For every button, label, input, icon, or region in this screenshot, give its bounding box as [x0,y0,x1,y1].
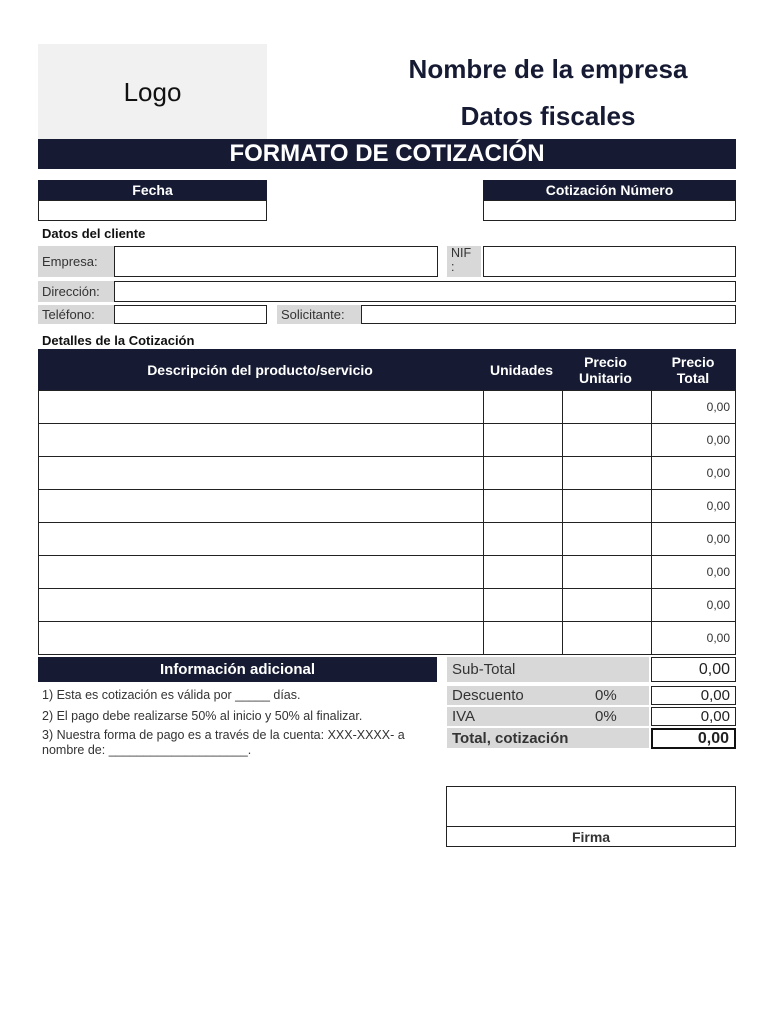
unit-price-cell[interactable] [563,523,652,556]
note-1: 1) Esta es cotización es válida por _____ días. [42,688,301,702]
client-section-title: Datos del cliente [42,226,146,241]
iva-label: IVA [452,708,476,725]
total-value: 0,00 [651,728,736,749]
units-cell[interactable] [484,556,563,589]
unit-price-cell[interactable] [563,391,652,424]
table-row [39,490,736,523]
table-row [39,391,736,424]
unit-price-cell[interactable] [563,457,652,490]
date-header: Fecha [38,180,267,200]
discount-label: Descuento [452,687,524,704]
signature-box[interactable] [446,786,736,827]
total-price-cell: 0,00 [652,556,736,589]
table-row [39,589,736,622]
description-cell[interactable] [39,457,484,490]
details-section-title: Detalles de la Cotización [42,333,195,348]
total-price-cell: 0,00 [652,589,736,622]
table-row [39,523,736,556]
units-cell[interactable] [484,424,563,457]
description-cell[interactable] [39,490,484,523]
unit-price-cell[interactable] [563,556,652,589]
address-field[interactable] [114,281,736,302]
table-row [39,556,736,589]
date-field[interactable] [38,200,267,221]
note-3: 3) Nuestra forma de pago es a través de la cuenta: XXX-XXXX- a nombre de: ____________________. [42,728,405,757]
discount-row-label [447,686,649,705]
address-label: Dirección: [38,281,114,302]
signature-label: Firma [446,826,736,847]
total-price-cell: 0,00 [652,523,736,556]
table-row [39,424,736,457]
units-cell[interactable] [484,457,563,490]
additional-info-header: Información adicional [38,657,437,682]
unit-price-cell[interactable] [563,589,652,622]
table-row [39,457,736,490]
description-cell[interactable] [39,391,484,424]
quote-number-field[interactable] [483,200,736,221]
col-total-price: Precio Total [671,353,715,386]
nif-label: NIF : [447,246,481,277]
description-cell[interactable] [39,622,484,655]
iva-percent[interactable]: 0% [595,708,617,725]
iva-value: 0,00 [651,707,736,726]
table-header [38,349,736,390]
company-label: Empresa: [38,246,114,277]
units-cell[interactable] [484,391,563,424]
col-units: Unidades [489,361,553,378]
unit-price-cell[interactable] [563,424,652,457]
phone-label: Teléfono: [38,305,114,324]
units-cell[interactable] [484,490,563,523]
total-price-cell: 0,00 [652,424,736,457]
table-row [39,622,736,655]
total-price-cell: 0,00 [652,457,736,490]
description-cell[interactable] [39,589,484,622]
requester-field[interactable] [361,305,736,324]
description-cell[interactable] [39,523,484,556]
total-label: Total, cotización [447,728,649,748]
subtotal-label: Sub-Total [447,657,649,682]
items-table [38,390,736,655]
nif-field[interactable] [483,246,736,277]
logo-placeholder: Logo [38,44,267,140]
units-cell[interactable] [484,523,563,556]
unit-price-cell[interactable] [563,622,652,655]
iva-row-label [447,707,649,726]
discount-value: 0,00 [651,686,736,705]
units-cell[interactable] [484,589,563,622]
requester-label: Solicitante: [277,305,361,324]
total-price-cell: 0,00 [652,490,736,523]
subtotal-value: 0,00 [651,657,736,682]
total-price-cell: 0,00 [652,622,736,655]
units-cell[interactable] [484,622,563,655]
company-name: Nombre de la empresa [408,54,688,84]
col-unit-price: Precio Unitario [579,353,632,386]
total-price-cell: 0,00 [652,391,736,424]
discount-percent[interactable]: 0% [595,687,617,704]
fiscal-data: Datos fiscales [460,101,636,131]
quote-number-header: Cotización Número [483,180,736,200]
description-cell[interactable] [39,556,484,589]
note-2: 2) El pago debe realizarse 50% al inicio y 50% al finalizar. [42,709,363,723]
document-title: FORMATO DE COTIZACIÓN [38,139,736,169]
col-description: Descripción del producto/servicio [147,361,373,378]
unit-price-cell[interactable] [563,490,652,523]
company-field[interactable] [114,246,438,277]
description-cell[interactable] [39,424,484,457]
phone-field[interactable] [114,305,267,324]
